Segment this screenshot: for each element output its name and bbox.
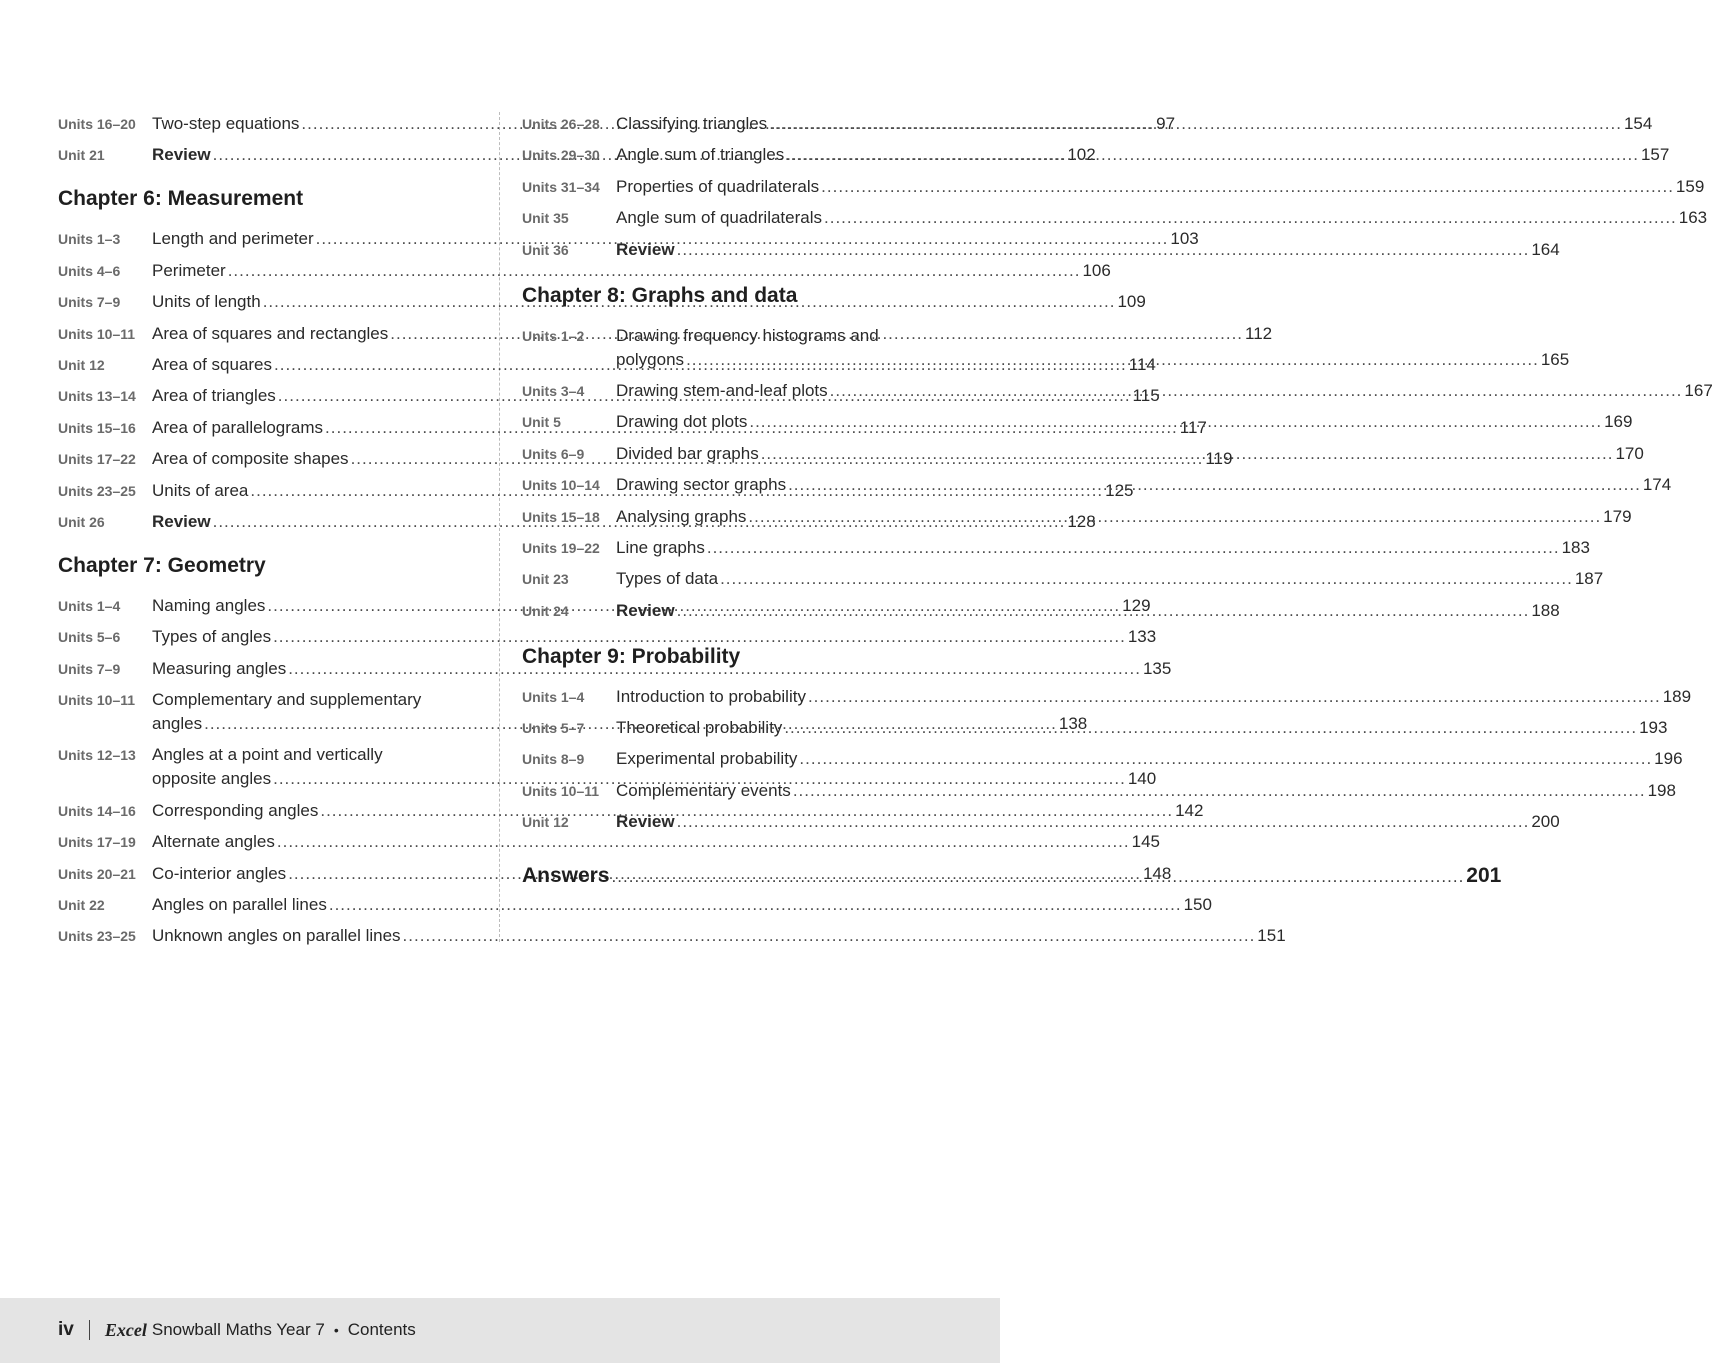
entry-line xyxy=(616,348,1569,372)
dot-leader xyxy=(677,810,1530,834)
answers-label: Answers xyxy=(522,864,610,888)
page-number: 97 xyxy=(1156,114,1176,133)
page-number: 114 xyxy=(1128,354,1156,374)
dot-leader xyxy=(329,893,1182,917)
unit-label: Unit 24 xyxy=(522,602,569,619)
unit-label: Unit 12 xyxy=(522,814,569,831)
entry-title: Angle sum of quadrilaterals xyxy=(616,208,823,228)
brand-logo: Excel xyxy=(104,1319,147,1340)
dot-leader xyxy=(677,238,1530,262)
page-number: 169 xyxy=(1604,412,1633,432)
chapter-heading: Chapter 6: Measurement xyxy=(58,187,304,211)
entry-text xyxy=(616,206,1707,230)
dot-leader xyxy=(612,867,1465,887)
unit-label: Units 7–9 xyxy=(58,660,121,677)
unit-label: Units 14–16 xyxy=(58,802,136,819)
entry-title: Alternate angles xyxy=(152,832,275,852)
unit-label: Units 1–4 xyxy=(522,688,585,705)
page-number: 167 xyxy=(1684,380,1713,400)
dot-leader xyxy=(793,779,1646,803)
entry-title: Length and perimeter xyxy=(152,229,314,249)
entry-line xyxy=(152,893,1212,917)
unit-label: Units 3–4 xyxy=(522,382,585,399)
unit-label: Units 6–9 xyxy=(522,445,585,462)
page-number: 138 xyxy=(1058,714,1088,734)
entry-text xyxy=(616,599,1560,623)
entry-line xyxy=(616,442,1644,466)
unit-label: Units 29–30 xyxy=(522,147,600,164)
entry-title: Area of composite shapes xyxy=(152,449,349,469)
dot-leader xyxy=(761,442,1614,466)
page-number: 115 xyxy=(1132,386,1160,406)
entry-text xyxy=(152,924,1286,948)
entry-title: Complementary events xyxy=(616,780,791,800)
entry-title: Review xyxy=(616,600,675,620)
entry-text xyxy=(616,685,1691,709)
entry-line xyxy=(616,175,1704,199)
entry-title: Angles on parallel lines xyxy=(152,895,327,915)
dot-leader xyxy=(788,473,1641,497)
entry-line xyxy=(616,379,1713,403)
entry-line xyxy=(616,238,1560,262)
unit-label: Units 17–22 xyxy=(58,451,136,468)
unit-label: Units 10–11 xyxy=(58,692,136,709)
page-number: 150 xyxy=(1183,895,1212,915)
entry-title: Types of data xyxy=(616,569,719,589)
section-name: Contents xyxy=(347,1320,416,1339)
unit-label: Units 5–6 xyxy=(58,629,121,646)
entry-title: Review xyxy=(616,812,675,832)
entry-text xyxy=(616,473,1671,497)
page-number: 188 xyxy=(1531,600,1560,620)
toc-entry[interactable] xyxy=(58,924,1286,948)
dot-leader xyxy=(824,206,1677,230)
entry-line xyxy=(616,567,1603,591)
dot-leader xyxy=(403,924,1256,948)
answers-page: 201 xyxy=(1466,864,1502,888)
entry-line xyxy=(616,779,1676,803)
page-number: 112 xyxy=(1245,323,1273,343)
unit-label: Unit 26 xyxy=(58,513,105,530)
entry-text xyxy=(616,716,1667,740)
entry-line xyxy=(616,324,1569,348)
page-number: 128 xyxy=(1067,511,1096,531)
page-number: 159 xyxy=(1675,176,1705,196)
unit-label: Units 31–34 xyxy=(522,178,600,195)
entry-title: angles xyxy=(152,714,203,734)
page-number: 154 xyxy=(1623,114,1653,133)
entry-line xyxy=(616,747,1683,771)
entry-title: Drawing sector graphs xyxy=(616,475,787,495)
toc-entry[interactable] xyxy=(58,625,1157,649)
entry-text xyxy=(616,505,1632,529)
footer-bullet: • xyxy=(333,1322,339,1338)
entry-text xyxy=(616,536,1590,560)
page-number: 193 xyxy=(1639,718,1668,738)
page-number: 133 xyxy=(1127,627,1157,647)
entry-text xyxy=(616,324,1569,372)
dot-leader xyxy=(748,505,1601,529)
unit-label: Units 10–11 xyxy=(522,782,600,799)
entry-title: Review xyxy=(152,145,211,165)
toc-entry[interactable] xyxy=(522,175,1705,199)
page-number: 187 xyxy=(1574,569,1604,589)
toc-entry[interactable] xyxy=(58,259,1111,283)
entry-title: Drawing frequency histograms and xyxy=(616,325,879,345)
entry-text xyxy=(616,379,1713,403)
entry-text xyxy=(616,143,1669,167)
book-title: Snowball Maths Year 7 xyxy=(151,1320,325,1339)
dot-leader xyxy=(749,410,1602,434)
entry-title: Review xyxy=(616,239,675,259)
toc-entry[interactable] xyxy=(522,747,1683,771)
unit-label: Unit 23 xyxy=(522,571,569,588)
toc-entry[interactable] xyxy=(58,830,1160,854)
page-number: 135 xyxy=(1142,658,1172,678)
dot-leader xyxy=(784,716,1637,740)
footer-separator xyxy=(89,1320,90,1340)
unit-label: Units 7–9 xyxy=(58,294,121,311)
entry-line xyxy=(616,473,1671,497)
entry-title: Line graphs xyxy=(616,537,705,557)
page-number: 102 xyxy=(1067,145,1096,165)
entry-title: Analysing graphs xyxy=(616,506,747,526)
toc-entry[interactable] xyxy=(58,893,1212,917)
entry-title: Unknown angles on parallel lines xyxy=(152,926,401,946)
unit-label: Units 12–13 xyxy=(58,747,136,764)
unit-label: Units 19–22 xyxy=(522,539,600,556)
entry-title: Units of length xyxy=(152,292,261,312)
page-number: 151 xyxy=(1257,926,1286,946)
unit-label: Units 23–25 xyxy=(58,928,136,945)
dot-leader xyxy=(821,175,1674,199)
entry-title: Properties of quadrilaterals xyxy=(616,176,820,196)
unit-label: Unit 22 xyxy=(58,897,105,914)
unit-label: Units 16–20 xyxy=(58,116,136,132)
entry-title: Perimeter xyxy=(152,260,226,280)
entry-title: opposite angles xyxy=(152,769,272,789)
entry-line xyxy=(616,810,1560,834)
entry-title: Co-interior angles xyxy=(152,863,287,883)
entry-title: Area of squares xyxy=(152,354,273,374)
page-number: 198 xyxy=(1647,780,1676,800)
entry-text xyxy=(616,779,1676,803)
entry-line xyxy=(616,206,1707,230)
entry-text xyxy=(616,238,1560,262)
unit-label: Unit 5 xyxy=(522,414,561,431)
dot-leader xyxy=(686,348,1539,372)
page-number: 119 xyxy=(1205,449,1233,469)
unit-label: Unit 36 xyxy=(522,241,569,258)
entry-title: polygons xyxy=(616,349,685,369)
unit-label: Units 15–16 xyxy=(58,419,136,436)
entry-title: Two-step equations xyxy=(152,114,300,133)
entry-title: Measuring angles xyxy=(152,658,287,678)
dot-leader xyxy=(830,379,1683,403)
entry-title: Corresponding angles xyxy=(152,800,319,820)
entry-text xyxy=(616,410,1632,434)
entry-text xyxy=(616,112,1652,136)
entry-text xyxy=(616,810,1560,834)
toc-entry[interactable] xyxy=(522,685,1692,709)
entry-line xyxy=(152,924,1286,948)
toc-entry[interactable] xyxy=(522,536,1590,560)
unit-label: Units 10–14 xyxy=(522,477,600,494)
entry-line xyxy=(616,685,1691,709)
dot-leader xyxy=(808,685,1661,709)
page-number: 109 xyxy=(1117,292,1146,312)
page-number: 179 xyxy=(1603,506,1632,526)
entry-title: Area of triangles xyxy=(152,386,276,406)
chapter-heading: Chapter 8: Graphs and data xyxy=(522,283,798,307)
entry-title: Types of angles xyxy=(152,627,272,647)
page-number: 142 xyxy=(1175,800,1204,820)
entry-title: Complementary and supplementary xyxy=(152,690,422,710)
unit-label: Units 17–19 xyxy=(58,834,136,851)
page-number: 125 xyxy=(1105,480,1134,500)
entry-title: Classifying triangles xyxy=(616,114,768,133)
entry-title: Units of area xyxy=(152,480,249,500)
page-number: 140 xyxy=(1127,769,1157,789)
page-number: 106 xyxy=(1082,260,1111,280)
dot-leader xyxy=(677,599,1530,623)
unit-label: Units 23–25 xyxy=(58,482,136,499)
footer-content xyxy=(58,1319,416,1341)
entry-title: Divided bar graphs xyxy=(616,443,759,463)
page-number: iv xyxy=(58,1319,74,1340)
unit-label: Units 26–28 xyxy=(522,116,600,132)
entry-line xyxy=(616,143,1669,167)
entry-line xyxy=(616,112,1652,136)
entry-title: Angles at a point and vertically xyxy=(152,745,383,765)
entry-title: Review xyxy=(152,511,211,531)
entry-line xyxy=(616,410,1632,434)
dot-leader xyxy=(786,143,1639,167)
page-number: 189 xyxy=(1662,686,1692,706)
unit-label: Units 5–7 xyxy=(522,720,585,737)
unit-label: Units 13–14 xyxy=(58,388,136,405)
entry-title: Naming angles xyxy=(152,595,266,615)
unit-label: Unit 35 xyxy=(522,210,569,227)
page-number: 200 xyxy=(1531,812,1560,832)
page-number: 165 xyxy=(1540,349,1570,369)
toc-entry[interactable] xyxy=(522,567,1604,591)
page-number: 157 xyxy=(1640,145,1670,165)
unit-label: Units 20–21 xyxy=(58,865,136,882)
entry-title: Theoretical probability xyxy=(616,718,783,738)
page-number: 103 xyxy=(1170,229,1199,249)
page-number: 196 xyxy=(1654,749,1683,769)
unit-label: Units 4–6 xyxy=(58,262,121,279)
entry-title: Experimental probability xyxy=(616,749,798,769)
unit-label: Units 10–11 xyxy=(58,325,136,342)
entry-title: Introduction to probability xyxy=(616,686,806,706)
chapter-heading: Chapter 9: Probability xyxy=(522,644,741,668)
page-number: 164 xyxy=(1531,239,1560,259)
page-number: 183 xyxy=(1561,537,1590,557)
entry-line xyxy=(616,716,1667,740)
entry-title: Area of parallelograms xyxy=(152,417,324,437)
chapter-heading: Chapter 7: Geometry xyxy=(58,553,266,577)
dot-leader xyxy=(720,567,1573,591)
unit-label: Unit 12 xyxy=(58,356,105,373)
toc-entry[interactable] xyxy=(522,206,1708,230)
page-number: 117 xyxy=(1179,417,1207,437)
page-number: 148 xyxy=(1142,863,1172,883)
entry-text xyxy=(616,175,1704,199)
page-number: 129 xyxy=(1122,595,1151,615)
unit-label: Units 15–18 xyxy=(522,508,600,525)
toc-entry[interactable] xyxy=(58,657,1172,681)
entry-title: Drawing dot plots xyxy=(616,412,748,432)
dot-leader xyxy=(707,536,1560,560)
unit-label: Unit 21 xyxy=(58,147,105,164)
entry-line xyxy=(616,599,1560,623)
entry-text xyxy=(152,893,1212,917)
entry-line xyxy=(616,505,1632,529)
entry-title: Drawing stem-and-leaf plots xyxy=(616,380,828,400)
entry-text xyxy=(616,567,1603,591)
unit-label: Units 1–4 xyxy=(58,597,121,614)
page-number: 163 xyxy=(1678,208,1708,228)
unit-label: Units 1–3 xyxy=(58,231,121,248)
entry-line xyxy=(616,536,1590,560)
unit-label: Units 1–2 xyxy=(522,327,585,344)
entry-title: Area of squares and rectangles xyxy=(152,323,389,343)
page-number: 170 xyxy=(1615,443,1644,463)
page-number: 145 xyxy=(1131,832,1160,852)
page-number: 174 xyxy=(1642,475,1672,495)
dot-leader xyxy=(769,112,1622,136)
entry-text xyxy=(616,442,1644,466)
entry-text xyxy=(616,747,1683,771)
entry-title: Angle sum of triangles xyxy=(616,145,785,165)
unit-label: Units 8–9 xyxy=(522,751,585,768)
page-footer xyxy=(0,1298,1000,1363)
dot-leader xyxy=(799,747,1652,771)
